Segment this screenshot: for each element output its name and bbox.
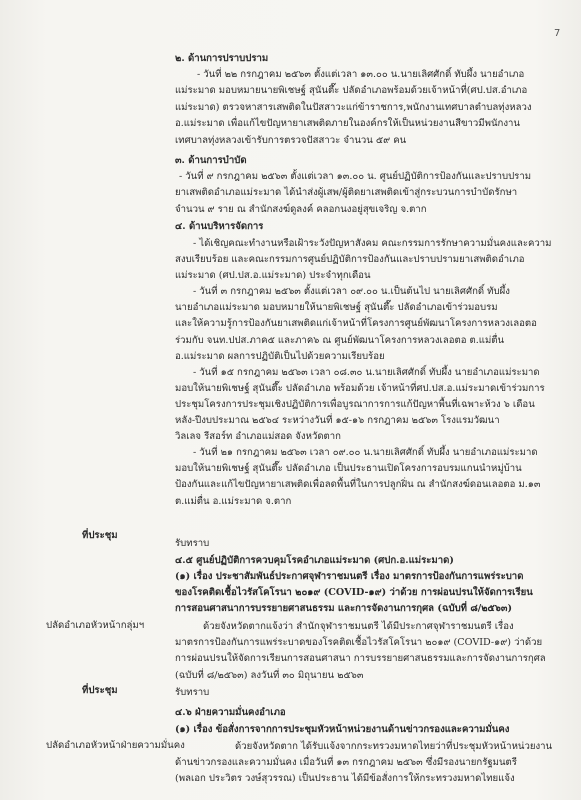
text-line: แม่ระมาด (ศป.ปส.อ.แม่ระมาด) ประจำทุกเดือน (175, 270, 371, 282)
text-line: และให้ความรู้การป้องกันยาเสพติดแก่เจ้าหน้าที่โครงการศูนย์พัฒนาโครงการหลวงเลอตอ (175, 318, 537, 330)
text-line: แม่ระมาด) ตรวจหาสารเสพติดในปัสสาวะแก่ข้าราชการ,พนักงานเทศบาลตำบลทุ่งหลวง (175, 101, 532, 113)
text-line: ยาเสพติดอำเภอแม่ระมาด ได้นำส่งผู้เสพ/ผู้ติดยาเสพติดเข้าสู่กระบวนการบำบัดรักษา (175, 187, 518, 199)
text-line: มอบให้นายพิเชษฐ์ สุนันตึ๊ะ ปลัดอำเภอ เป็นประธานเปิดโครงการอบรมแกนนำหมู่บ้าน (175, 463, 522, 475)
section-4-5-topic (175, 569, 555, 618)
text-line: ด้วยจังหวัดตากแจ้งว่า สำนักจุฬาราชมนตรี ได้มีประกาศจุฬาราชมนตรี เรื่อง (203, 621, 514, 632)
section-4-6-body (175, 739, 555, 788)
text-line: (๑) เรื่อง ประชาสัมพันธ์ประกาศจุฬาราชมนตรี เรื่อง มาตรการป้องกันการแพร่ระบาด (175, 571, 524, 582)
speaker-label: ปลัดอำเภอหัวหน้ากลุ่มฯ (46, 620, 145, 631)
text-line: นายอำเภอแม่ระมาด มอบหมายให้นายพิเชษฐ์ สุนันตึ๊ะ ปลัดอำเภอเข้าร่วมอบรม (175, 302, 498, 314)
section-4-5-body (175, 619, 555, 684)
section-3-body (175, 169, 555, 218)
text-line: หลัง-ปีงบประมาณ ๒๕๖๔ ระหว่างวันที่ ๑๕-๑๖ กรกฎาคม ๒๕๖๓ โรงแรมวัฒนา (175, 415, 500, 427)
section-2-body (175, 67, 555, 149)
text-line: เทศบาลทุ่งหลวงเข้ารับการตรวจปัสสาวะ จำนวน ๕๙ คน (175, 134, 407, 146)
section-4-6-heading: ๔.๖ ฝ่ายความมั่นคงอำเภอ (175, 707, 286, 718)
text-line: สงบเรียบร้อย และคณะกรรมการศูนย์ปฏิบัติการป้องกันและปราบปรามยาเสพติดอำเภอ (175, 254, 525, 266)
meeting-label: ที่ประชุม (82, 530, 118, 541)
section-4-body (175, 236, 555, 510)
text-line: ด้านข่าวกรองและความมั่นคง เมื่อวันที่ ๑๓ กรกฎาคม ๒๕๖๓ ซึ่งมีรองนายกรัฐมนตรี (175, 757, 517, 769)
text-line: - วันที่ ๒๒ กรกฎาคม ๒๕๖๓ ตั้งแต่เวลา ๑๓.๐๐ น.นายเลิศศักดิ์ ทับผึ้ง นายอำเภอ (197, 69, 525, 80)
text-line: การผ่อนปรนให้จัดการเรียนการสอนศาสนา การบรรยายศาสนธรรมและการจัดงานการกุศล (175, 653, 546, 665)
text-line: - วันที่ ๙ กรกฎาคม ๒๕๖๓ ตั้งแต่เวลา ๑๓.๐๐ น. ศูนย์ปฏิบัติการป้องกันและปราบปราม (179, 171, 532, 182)
text-line: - ได้เชิญคณะทำงานหรือเฝ้าระวังปัญหาสังคม คณะกรรมการรักษาความมั่นคงและความ (193, 238, 552, 249)
section-3-heading: ๓. ด้านการบำบัด (175, 155, 247, 166)
text-line: - วันที่ ๓ กรกฎาคม ๒๕๖๓ ตั้งแต่เวลา ๐๙.๐๐ น.เป็นต้นไป นายเลิศศักดิ์ ทับผึ้ง (193, 286, 510, 298)
page-number: 7 (554, 28, 561, 39)
text-line: จำนวน ๙ ราย ณ สำนักสงฆ์ดูลงค์ คลอกนงอยู่สุขเจริญ จ.ตาก (175, 203, 427, 215)
text-line: แม่ระมาด มอบหมายนายพิเชษฐ์ สุนันตึ๊ะ ปลัดอำเภอพร้อมด้วยเจ้าหน้าที่(ศป.ปส.อำเภอ (175, 85, 528, 97)
meeting-resolution: รับทราบ (175, 687, 210, 698)
text-line: อ.แม่ระมาด เพื่อแก้ไขปัญหายาเสพติดภายในองค์กรให้เป็นหน่วยงานสีขาวมีพนักงาน (175, 118, 520, 130)
text-line: (พลเอก ประวิตร วงษ์สุวรรณ) เป็นประธาน ได้มีข้อสั่งการให้กระทรวงมหาดไทยแจ้ง (175, 773, 515, 785)
speaker-label: ปลัดอำเภอหัวหน้าฝ่ายความมั่นคง (46, 740, 185, 751)
section-4-6-topic: (๑) เรื่อง ข้อสั่งการจากการประชุมหัวหน้าหน่วยงานด้านข่าวกรองและความมั่นคง (175, 724, 510, 735)
section-4-heading: ๔. ด้านบริหารจัดการ (175, 221, 264, 232)
text-line: ด้วยจังหวัดตาก ได้รับแจ้งจากกระทรวงมหาดไทยว่าที่ประชุมหัวหน้าหน่วยงาน (235, 741, 553, 752)
text-line: (ฉบับที่ ๘/๒๕๖๓) ลงวันที่ ๓๐ มิถุนายน ๒๕๖๓ (175, 669, 364, 681)
text-line: มาตรการป้องกันการแพร่ระบาดของโรคติดเชื้อไวรัสโคโรนา ๒๐๑๙ (COVID-๑๙) ว่าด้วย (175, 637, 543, 649)
meeting-resolution: รับทราบ (175, 538, 210, 549)
text-line: วิลเลจ รีสอร์ท อำเภอแม่สอด จังหวัดตาก (175, 431, 341, 443)
text-line: ต.แม่ตื่น อ.แม่ระมาด จ.ตาก (175, 495, 292, 507)
text-line: - วันที่ ๒๑ กรกฎาคม ๒๕๖๓ เวลา ๐๙.๐๐ น.นายเลิศศักดิ์ ทับผึ้ง นายอำเภอแม่ระมาด (193, 447, 538, 459)
section-2-heading: ๒. ด้านการปราบปราม (175, 53, 269, 64)
meeting-label: ที่ประชุม (82, 685, 118, 696)
text-line: การสอนศาสนาการบรรยายศาสนธรรม และการจัดงานการกุศล (ฉบับที่ ๘/๒๕๖๓) (175, 603, 512, 615)
text-line: มอบให้นายพิเชษฐ์ สุนันตึ๊ะ ปลัดอำเภอ พร้อมด้วย เจ้าหน้าที่ศป.ปส.อ.แม่ระมาดเข้าร่วมการ (175, 382, 545, 394)
text-line: ประชุมโครงการประชุมเชิงปฏิบัติการเพื่อบูรณาการการแก้ปัญหาพื้นที่เฉพาะห้วง ๖ เดือน (175, 398, 535, 410)
text-line: อ.แม่ระมาด ผลการปฏิบัติเป็นไปด้วยความเรียบร้อย (175, 350, 385, 362)
text-line: ของโรคติดเชื้อไวรัสโคโรนา ๒๐๑๙ (COVID-๑๙) ว่าด้วย การผ่อนปรนให้จัดการเรียน (175, 587, 533, 599)
text-line: - วันที่ ๑๕ กรกฎาคม ๒๕๖๓ เวลา ๐๘.๓๐ น.นายเลิศศักดิ์ ทับผึ้ง นายอำเภอแม่ระมาด (193, 366, 540, 378)
section-4-5-heading: ๔.๕ ศูนย์ปฏิบัติการควบคุมโรคอำเภอแม่ระมาด (ศปก.อ.แม่ระมาด) (175, 555, 454, 566)
text-line: ร่วมกับ จนท.ปปส.ภาค๕ และภาค๖ ณ ศูนย์พัฒนาโครงการหลวงเลอตอ ต.แม่ตื่น (175, 334, 505, 346)
text-line: ป้องกันและแก้ไขปัญหายาเสพติดเพื่อลดพื้นที่ในการปลูกฝิ่น ณ สำนักสงฆ์ดอนเลอตอ ม.๑๓ (175, 479, 541, 491)
